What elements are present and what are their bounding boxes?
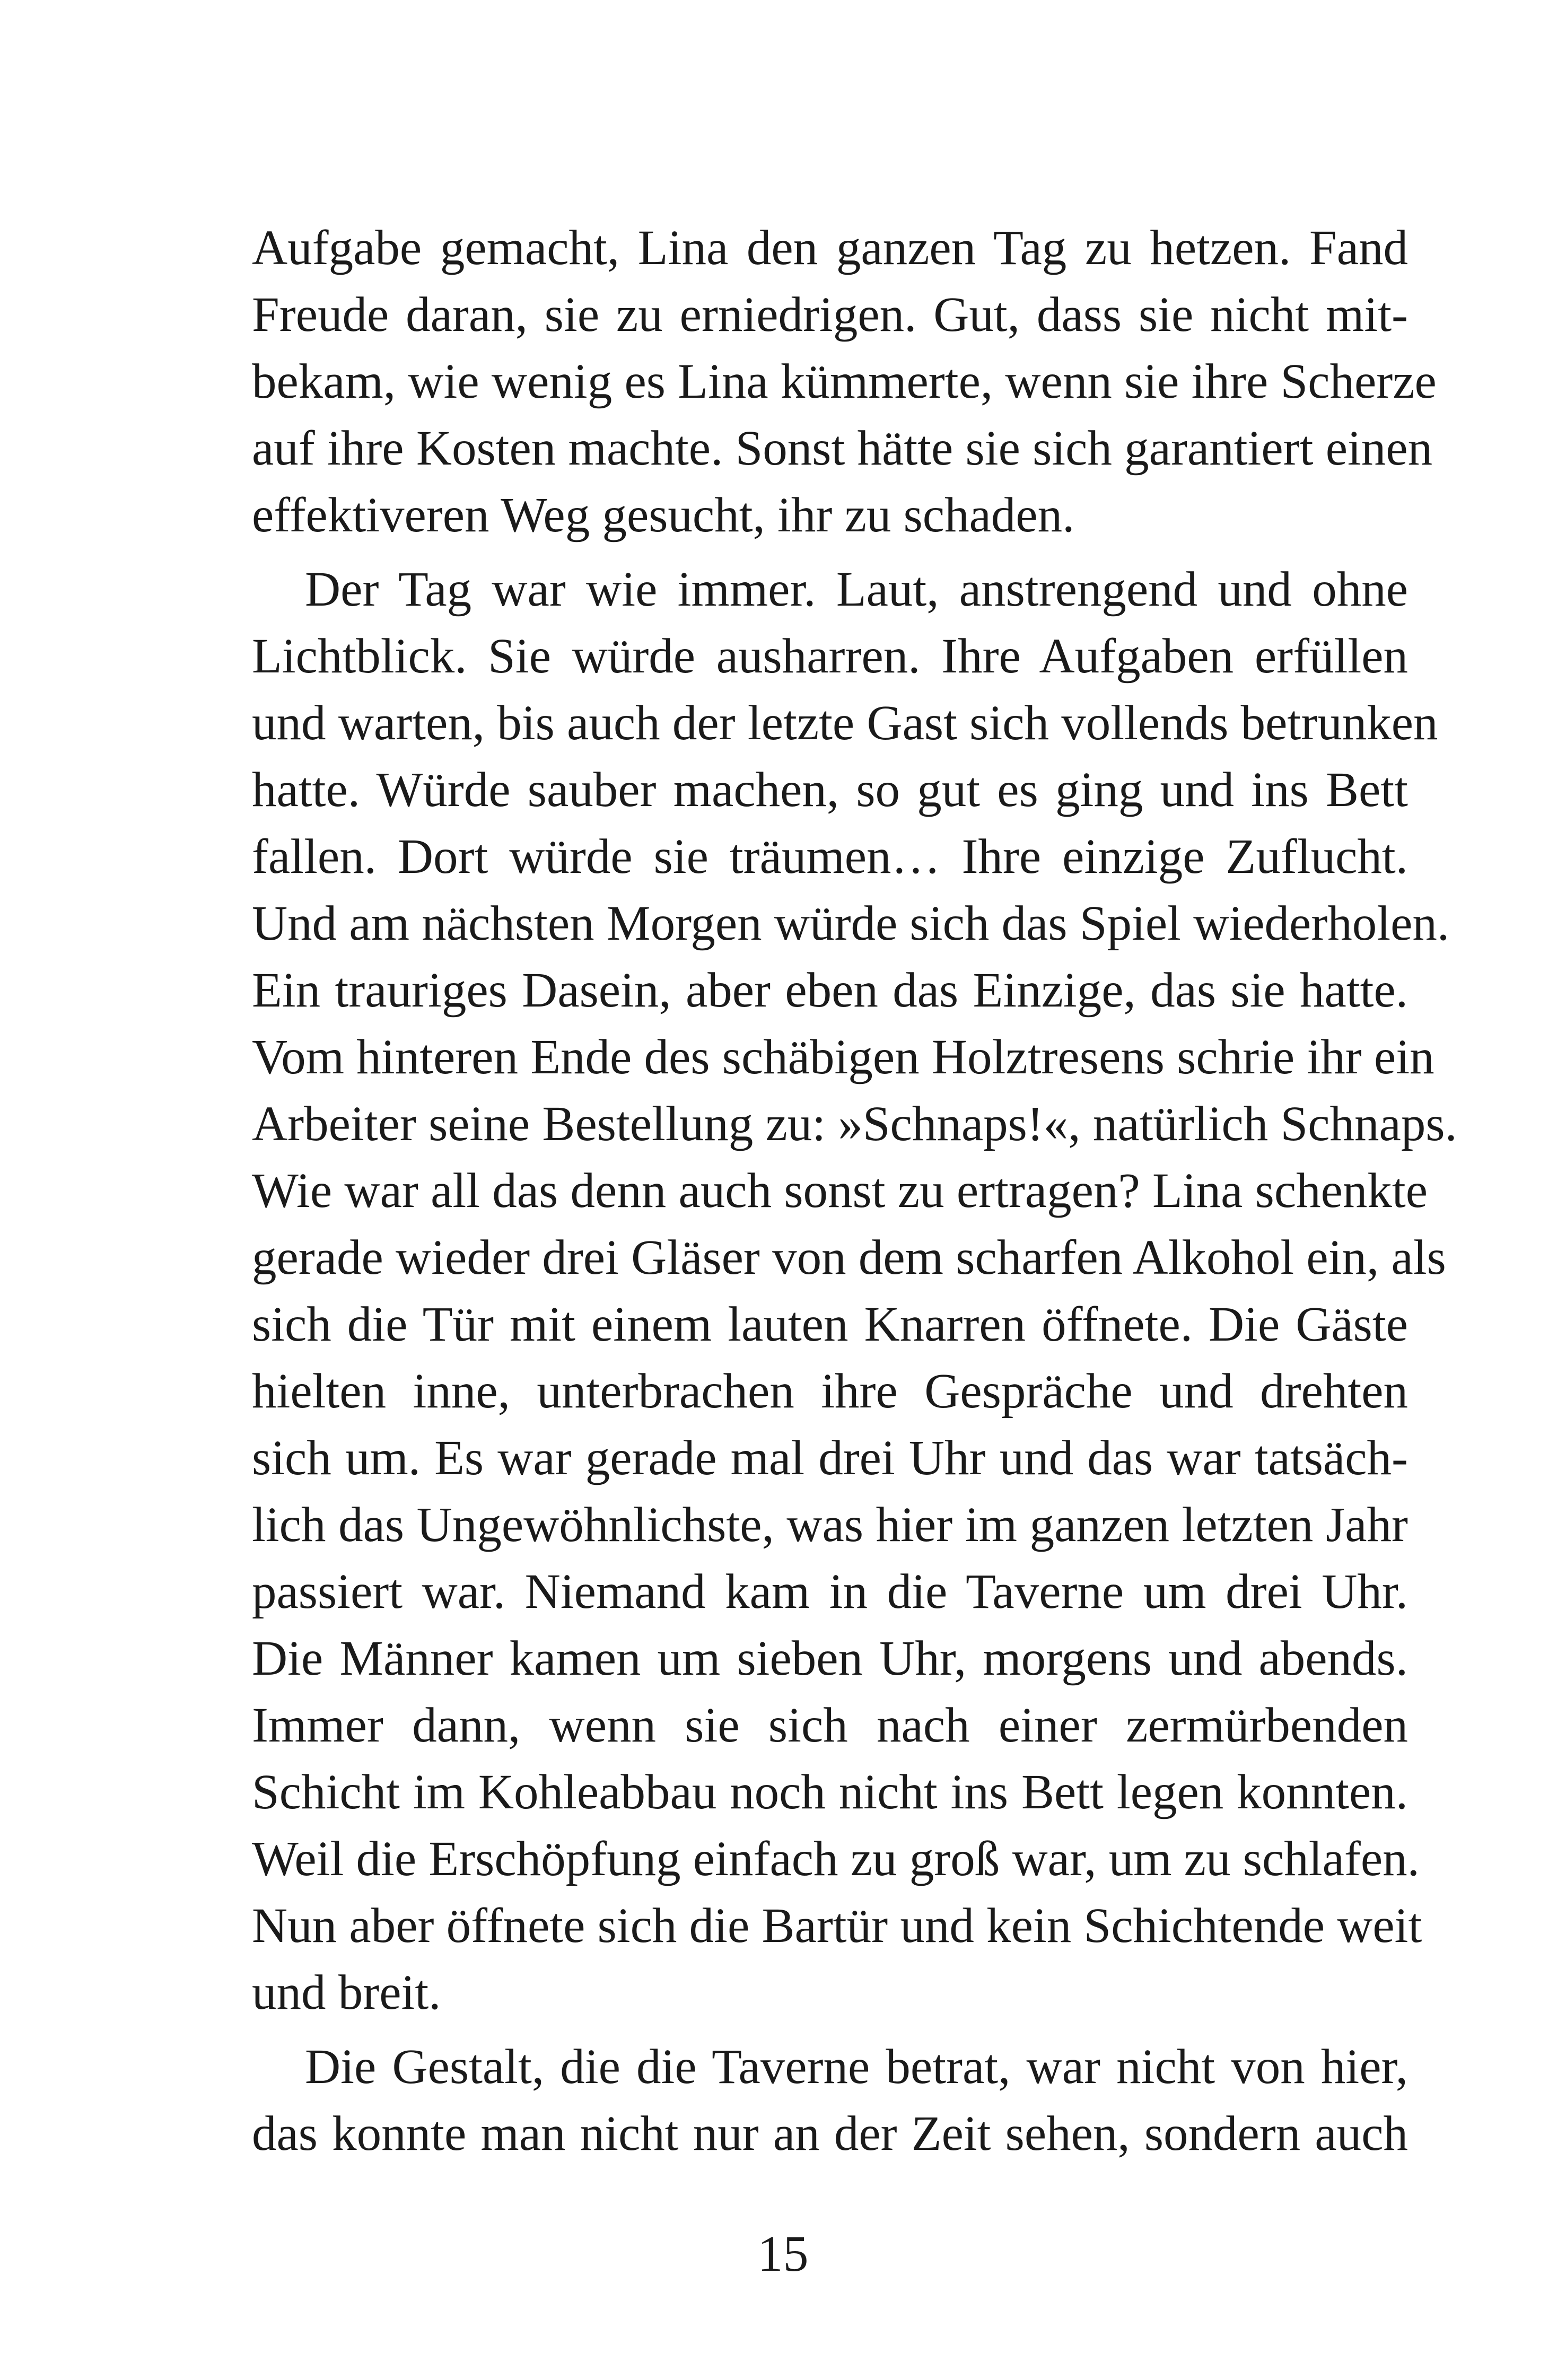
text-line: Lichtblick. Sie würde ausharren. Ihre Aufgaben erfüllen [252, 629, 1408, 684]
text-line: Ein trauriges Dasein, aber eben das Einzige, das sie hatte. [252, 963, 1408, 1018]
paragraph-gap [252, 549, 1408, 556]
text-line: Arbeiter seine Bestellung zu: »Schnaps!«, natürlich Schnaps. [252, 1097, 1457, 1151]
text-line: und warten, bis auch der letzte Gast sich vollends betrunken [252, 696, 1438, 750]
paragraph-1 [252, 215, 1437, 549]
body-text [252, 215, 1457, 2167]
text-line: lich das Ungewöhnlichste, was hier im ganzen letzten Jahr [252, 1498, 1408, 1552]
text-line: Und am nächsten Morgen würde sich das Spiel wiederholen. [252, 896, 1450, 951]
text-line: bekam, wie wenig es Lina kümmerte, wenn sie ihre Scherze [252, 354, 1437, 409]
text-line: sich die Tür mit einem lauten Knarren öffnete. Die Gäste [252, 1297, 1408, 1352]
text-line: Immer dann, wenn sie sich nach einer zermürbenden [252, 1698, 1408, 1753]
text-line: Der Tag war wie immer. Laut, anstrengend und ohne [305, 562, 1408, 617]
text-line: Vom hinteren Ende des schäbigen Holztresens schrie ihr ein [252, 1030, 1434, 1084]
text-line: und breit. [252, 1965, 441, 2020]
page-number: 15 [757, 2225, 809, 2282]
text-line: Weil die Erschöpfung einfach zu groß war, um zu schlafen. [252, 1832, 1420, 1886]
text-line: sich um. Es war gerade mal drei Uhr und das war tatsäch- [252, 1431, 1408, 1485]
paragraph-2 [252, 556, 1457, 2026]
text-line: Wie war all das denn auch sonst zu ertragen? Lina schenkte [252, 1163, 1428, 1218]
text-line: Aufgabe gemacht, Lina den ganzen Tag zu hetzen. Fand [252, 221, 1408, 275]
paragraph-gap [252, 2026, 1408, 2034]
text-line: Die Gestalt, die die Taverne betrat, war nicht von hier, [305, 2040, 1408, 2094]
text-line: auf ihre Kosten machte. Sonst hätte sie sich garantiert einen [252, 421, 1433, 476]
text-line: fallen. Dort würde sie träumen… Ihre einzige Zuflucht. [252, 829, 1408, 884]
text-line: hatte. Würde sauber machen, so gut es ging und ins Bett [252, 763, 1408, 817]
text-line: hielten inne, unterbrachen ihre Gespräche und drehten [252, 1364, 1408, 1419]
text-line: das konnte man nicht nur an der Zeit sehen, sondern auch [252, 2106, 1408, 2161]
text-line: gerade wieder drei Gläser von dem scharfen Alkohol ein, als [252, 1230, 1446, 1285]
text-line: Schicht im Kohleabbau noch nicht ins Bett legen konnten. [252, 1765, 1408, 1819]
text-line: Die Männer kamen um sieben Uhr, morgens und abends. [252, 1631, 1408, 1686]
text-line: effektiveren Weg gesucht, ihr zu schaden. [252, 488, 1075, 542]
text-line: Freude daran, sie zu erniedrigen. Gut, dass sie nicht mit- [252, 287, 1408, 342]
text-line: passiert war. Niemand kam in die Taverne um drei Uhr. [252, 1564, 1408, 1619]
text-line: Nun aber öffnete sich die Bartür und kein Schichtende weit [252, 1898, 1422, 1953]
paragraph-3 [252, 2034, 1408, 2167]
